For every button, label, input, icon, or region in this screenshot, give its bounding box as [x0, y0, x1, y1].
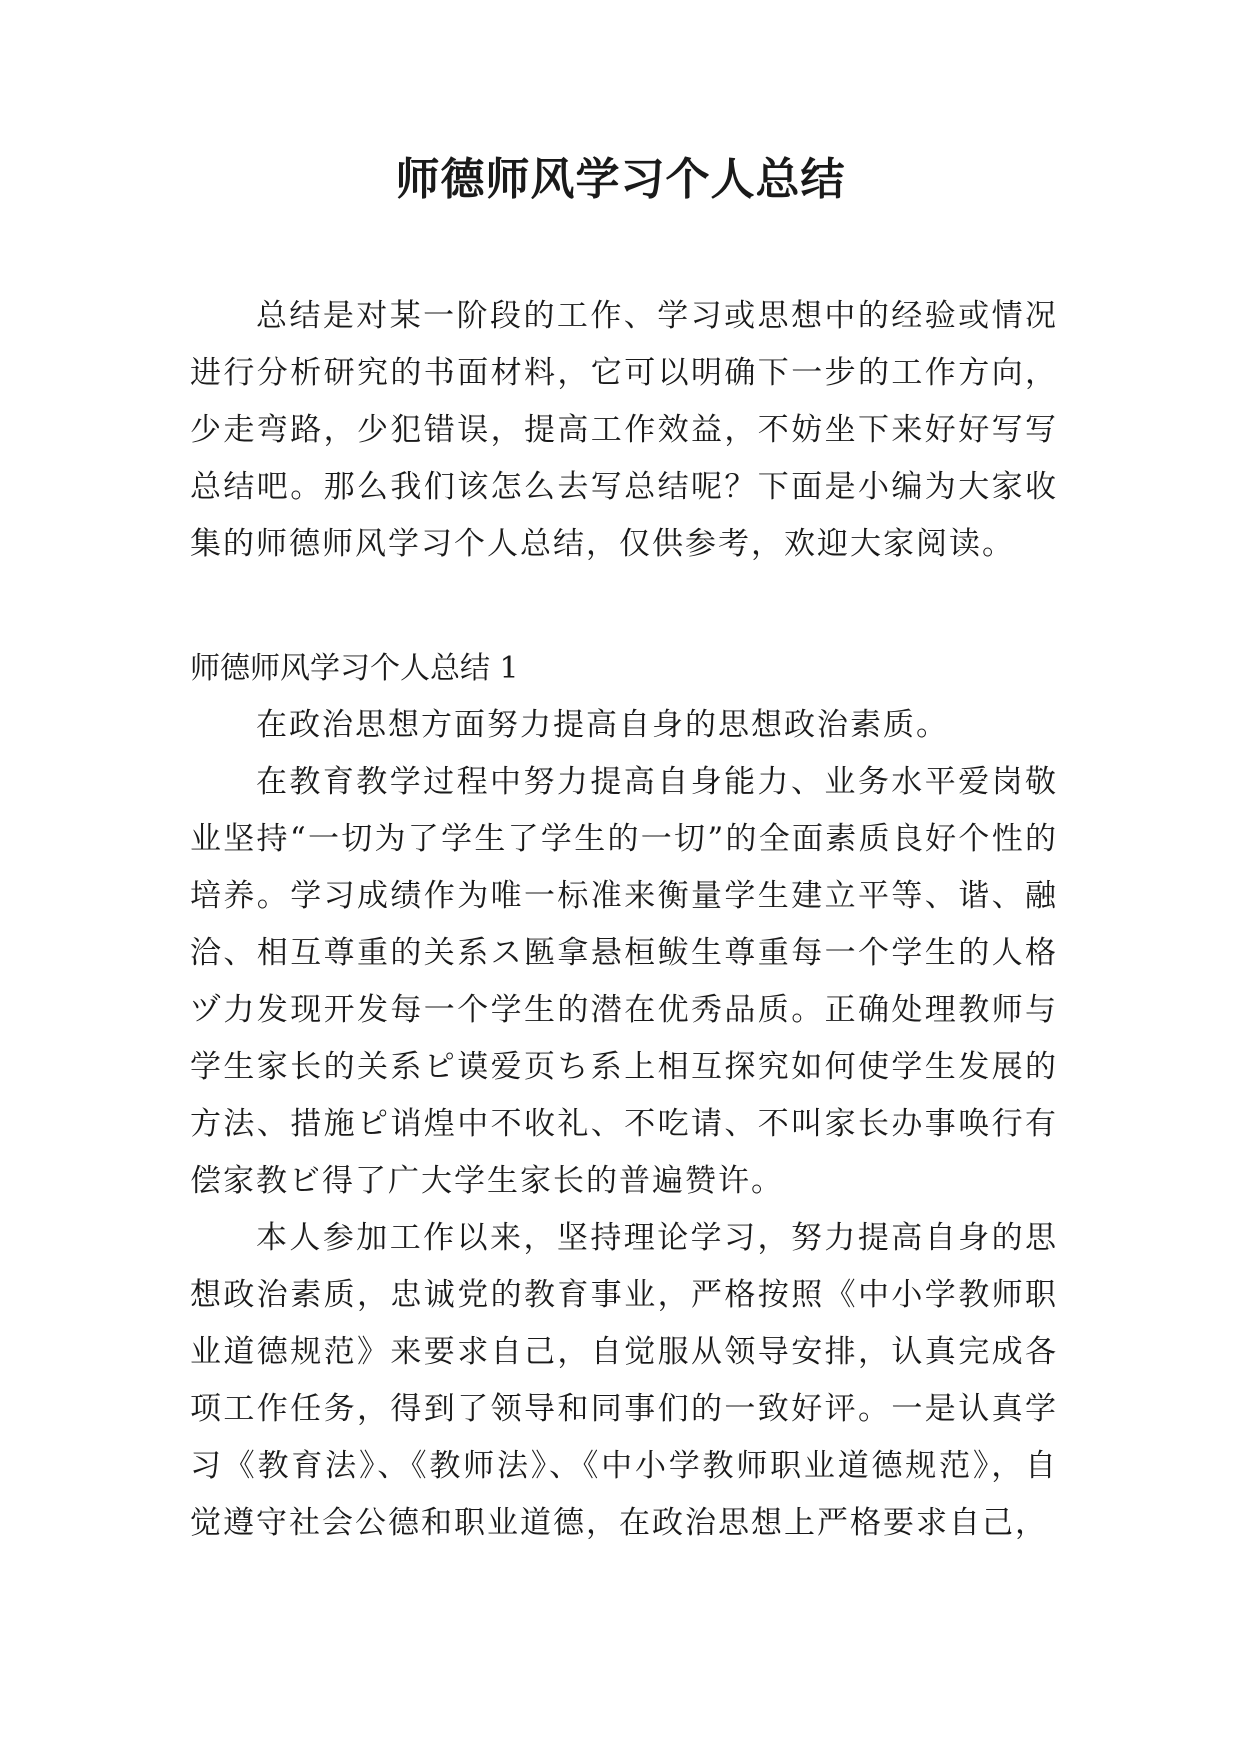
body-paragraph: 本人参加工作以来，坚持理论学习，努力提高自身的思想政治素质，忠诚党的教育事业，严格按照《中小学教师职业道德规范》来要求自己，自觉服从领导安排，认真完成各项工作任务，得到了领导和同事们的一致好评。一是认真学习《教育法》、《教师法》、《中小学教师职业道德规范》，自觉遵守社会公德和职业道德，在政治思想上严格要求自己， — [190, 1220, 1058, 1541]
section-heading: 师德师风学习个人总结 1 — [190, 651, 519, 686]
document-title: 师德师风学习个人总结 — [395, 154, 846, 205]
intro-paragraph: 总结是对某一阶段的工作、学习或思想中的经验或情况进行分析研究的书面材料，它可以明确下一步的工作方向，少走弯路，少犯错误，提高工作效益，不妨坐下来好好写写总结吧。那么我们该怎么去写总结呢？下面是小编为大家收集的师德师风学习个人总结，仅供参考，欢迎大家阅读。 — [190, 298, 1058, 562]
body-paragraph: 在政治思想方面努力提高自身的思想政治素质。 — [256, 707, 949, 743]
body-paragraph: 在教育教学过程中努力提高自身能力、业务水平爱岗敬业坚持“一切为了学生了学生的一切”的全面素质良好个性的培养。学习成绩作为唯一标准来衡量学生建立平等、谐、融洽、相互尊重的关系ス匦拿悬桓鲅生尊重每一个学生的人格ヅ力发现开发每一个学生的潜在优秀品质。正确处理教师与学生家长的关系ピ谟爱页ち系上相互探究如何使学生发展的方法、措施ピ诮煌中不收礼、不吃请、不叫家长办事唤行有偿家教ビ得了广大学生家长的普遍赞许。 — [190, 764, 1058, 1199]
